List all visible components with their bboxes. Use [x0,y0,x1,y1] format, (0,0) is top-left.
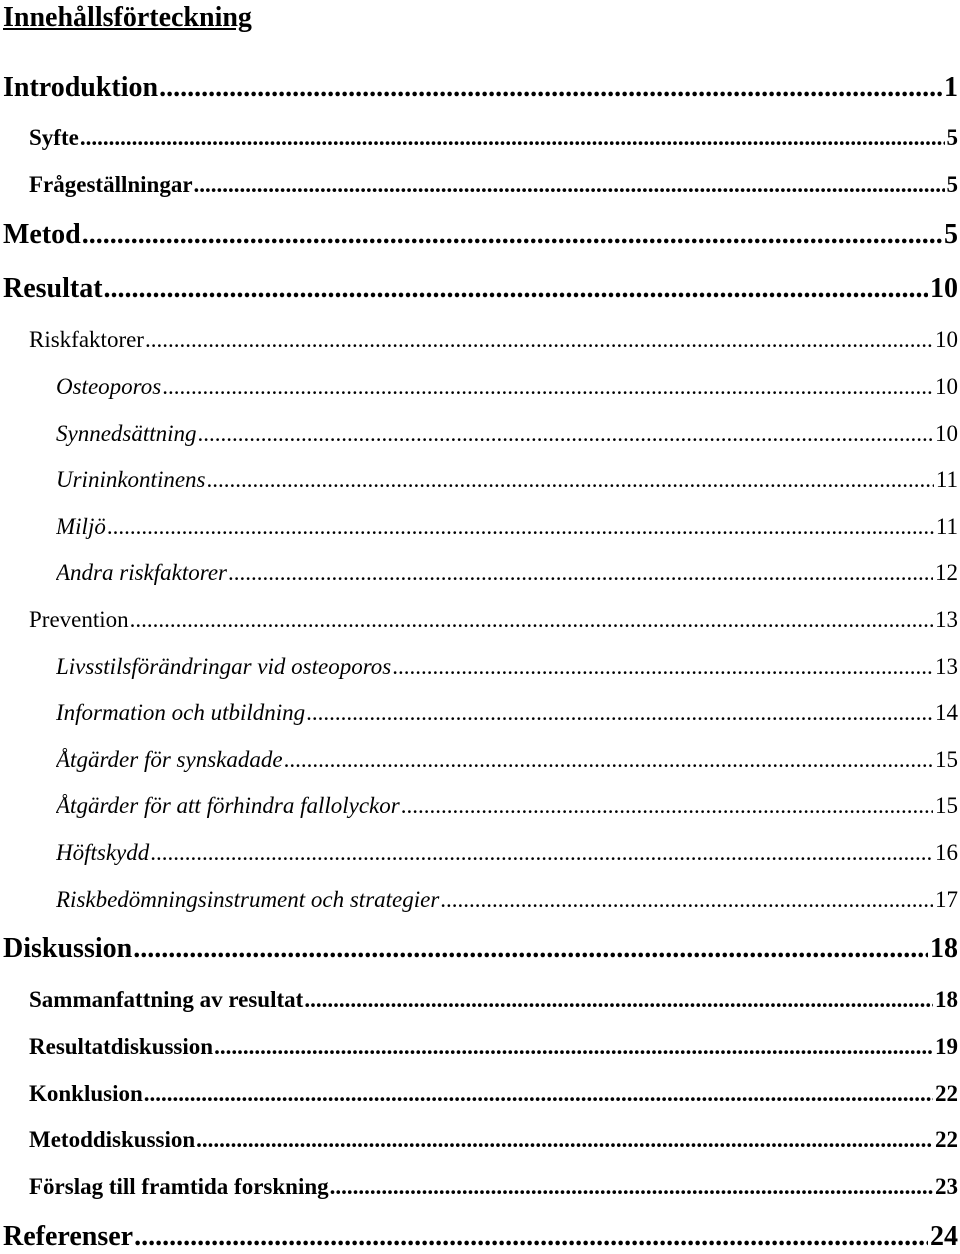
dot-leader [159,71,942,105]
toc-entry-label: Riskbedömningsinstrument och strategier [56,887,440,912]
toc-entry[interactable] [3,71,958,105]
toc-entry-page-number: 22 [935,1081,958,1106]
dot-leader [133,932,928,966]
dot-leader [440,885,933,915]
dot-leader [214,1032,933,1062]
toc-entry-page-number: 22 [935,1127,958,1152]
toc-entry-page-number: 10 [930,273,958,304]
toc-entry[interactable] [56,791,958,821]
toc-entry-label: Höftskydd [56,840,150,865]
toc-entry[interactable] [56,745,958,775]
toc-entry-label: Riskfaktorer [29,327,144,352]
dot-leader [228,558,933,588]
dot-leader [392,652,933,682]
dot-leader [198,419,933,449]
dot-leader [306,698,933,728]
toc-entry-page-number: 16 [935,840,958,865]
dot-leader [207,465,934,495]
toc-entry[interactable] [56,652,958,682]
toc-entry[interactable] [29,123,958,153]
toc-entry[interactable] [29,1032,958,1062]
toc-entry-page-number: 11 [935,467,958,492]
dot-leader [104,272,928,306]
dot-leader [144,1079,933,1109]
toc-entry-page-number: 15 [935,747,958,772]
dot-leader [130,605,933,635]
toc-entry[interactable] [56,465,958,495]
dot-leader [196,1125,933,1155]
dot-leader [401,791,933,821]
toc-entry[interactable] [3,272,958,306]
toc-entry-label: Referenser [3,1221,134,1252]
toc-entry[interactable] [56,419,958,449]
toc-entry-label: Åtgärder för synskadade [56,747,283,772]
toc-entry-page-number: 5 [946,125,958,150]
toc-entry-page-number: 10 [935,327,958,352]
dot-leader [145,325,933,355]
toc-entry[interactable] [29,605,958,635]
toc-entry-page-number: 24 [930,1221,958,1252]
toc-entry-label: Konklusion [29,1081,143,1106]
dot-leader [80,123,945,153]
toc-entry-label: Prevention [29,607,129,632]
toc-entry-label: Synnedsättning [56,421,197,446]
toc-entry-page-number: 15 [935,793,958,818]
dot-leader [107,512,934,542]
toc-entry-label: Metoddiskussion [29,1127,196,1152]
toc-entry-page-number: 14 [935,700,958,725]
toc-entry-label: Introduktion [3,72,159,103]
dot-leader [82,218,942,252]
toc-entry-label: Förslag till framtida forskning [29,1174,329,1199]
toc-entry-page-number: 5 [946,172,958,197]
toc-entry-page-number: 12 [935,560,958,585]
toc-entry-label: Miljö [56,514,106,539]
toc-entry-page-number: 23 [935,1174,958,1199]
toc-entry-page-number: 5 [944,219,958,250]
toc-entry-label: Sammanfattning av resultat [29,987,304,1012]
dot-leader [284,745,933,775]
toc-entry-page-number: 11 [935,514,958,539]
toc-entry-page-number: 13 [935,654,958,679]
toc-entry-label: Livsstilsförändringar vid osteoporos [56,654,392,679]
toc-entry[interactable] [56,885,958,915]
toc-entry[interactable] [3,218,958,252]
dot-leader [150,838,933,868]
toc-entry[interactable] [56,512,958,542]
toc-entry[interactable] [56,372,958,402]
toc-entry[interactable] [29,325,958,355]
toc-entry[interactable] [29,1172,958,1202]
toc-entry-label: Andra riskfaktorer [56,560,227,585]
dot-leader [194,170,945,200]
toc-entry[interactable] [29,1125,958,1155]
toc-entry[interactable] [56,698,958,728]
toc-entry-label: Frågeställningar [29,172,193,197]
dot-leader [330,1172,933,1202]
toc-entry-label: Resultatdiskussion [29,1034,214,1059]
toc-entry-page-number: 17 [935,887,958,912]
toc-entry-page-number: 1 [944,72,958,103]
toc-entry-label: Osteoporos [56,374,162,399]
toc-entry[interactable] [29,1079,958,1109]
toc-entry-label: Syfte [29,125,79,150]
toc-entry[interactable] [56,838,958,868]
dot-leader [134,1220,928,1254]
toc-entry-page-number: 13 [935,607,958,632]
toc-entry-label: Metod [3,219,81,250]
toc-entry-label: Information och utbildning [56,700,306,725]
toc-entry-label: Resultat [3,273,103,304]
toc-entry-page-number: 18 [935,987,958,1012]
toc-entry-page-number: 10 [935,374,958,399]
toc-entry[interactable] [3,932,958,966]
toc-entry-label: Diskussion [3,933,133,964]
toc-entry-label: Urininkontinens [56,467,206,492]
toc-entry-page-number: 19 [935,1034,958,1059]
dot-leader [304,985,933,1015]
toc-entry-label: Åtgärder för att förhindra fallolyckor [56,793,400,818]
toc-entry[interactable] [29,985,958,1015]
toc-entry[interactable] [29,170,958,200]
toc-entry-page-number: 10 [935,421,958,446]
toc-entry[interactable] [56,558,958,588]
toc-entry-page-number: 18 [930,933,958,964]
dot-leader [162,372,933,402]
toc-entry[interactable] [3,1220,958,1254]
toc-title: Innehållsförteckning [3,2,252,33]
